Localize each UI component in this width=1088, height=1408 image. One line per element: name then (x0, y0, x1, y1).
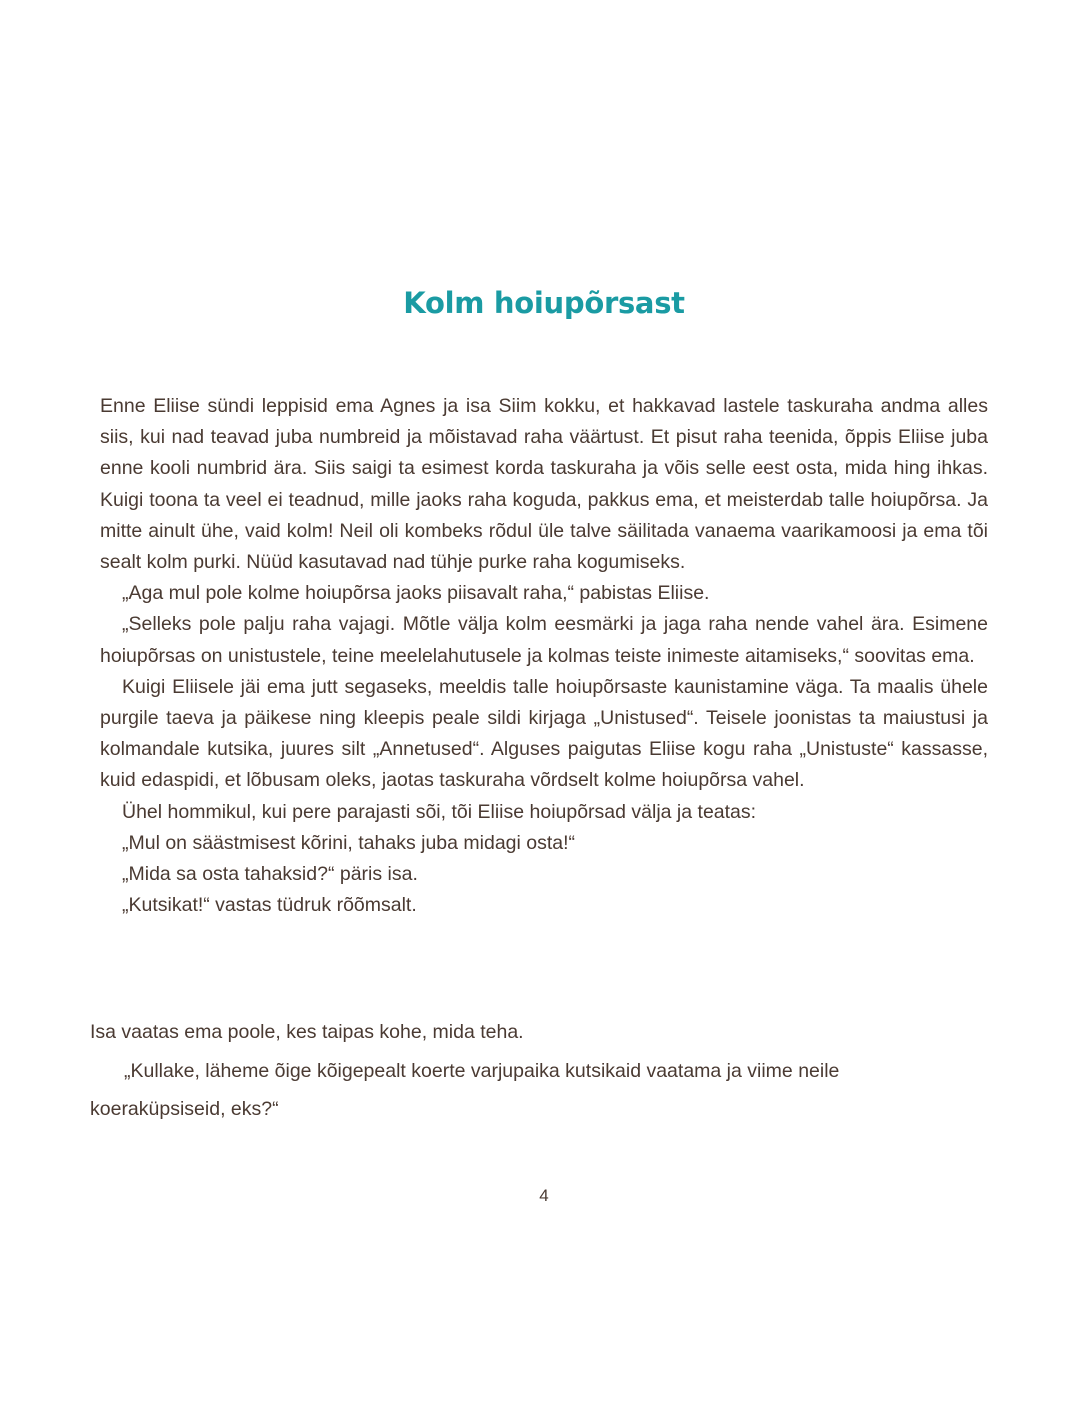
paragraph-dialogue: „Aga mul pole kolme hoiupõrsa jaoks piisavalt raha,“ pabistas Eliise. (122, 582, 710, 605)
paragraph-dialogue: „Selleks pole palju raha vajagi. Mõtle välja kolm eesmärki ja jaga raha nende vahel ära. Esimene hoiupõrsas on unistustele, teine meelelahutusele ja kolmas teiste inimeste aitamiseks,“ soovitas ema. (100, 613, 988, 667)
story-body (100, 391, 988, 921)
chapter-title: Kolm hoiupõrsast (403, 286, 685, 320)
paragraph-dialogue: „Kutsikat!“ vastas tüdruk rõõmsalt. (122, 894, 417, 917)
paragraph-dialogue: „Mul on säästmisest kõrini, tahaks juba midagi osta!“ (122, 831, 576, 854)
paragraph-isa: Isa vaatas ema poole, kes taipas kohe, mida teha. (90, 1021, 524, 1043)
paragraph-dialogue: „Mida sa osta tahaksid?“ päris isa. (122, 863, 418, 886)
page-number: 4 (539, 1186, 549, 1205)
paragraph-narration: Kuigi Eliisele jäi ema jutt segaseks, meeldis talle hoiupõrsaste kaunistamine väga. Ta maalis ühele purgile taeva ja päikese ning kleepis peale sildi kirjaga „Unistused“. Teisele joonistas ta maiustusi ja kolmandale kutsika, juures silt „Annetused“. Alguses paigutas Eliise kogu raha „Unistuste“ kassasse, kuid edaspidi, et lõbusam oleks, jaotas taskuraha võrdselt kolme hoiupõrsa vahel. (100, 675, 988, 792)
paragraph-narration: Ühel hommikul, kui pere parajasti sõi, tõi Eliise hoiupõrsad välja ja teatas: (122, 800, 757, 823)
paragraph-kullake-line-2: koeraküpsiseid, eks?“ (90, 1098, 279, 1120)
paragraph-intro: Enne Eliise sündi leppisid ema Agnes ja isa Siim kokku, et hakkavad lastele taskuraha andma alles siis, kui nad teavad juba numbreid ja mõistavad raha väärtust. Et pisut raha teenida, õppis Eliise juba enne kooli numbrid ära. Siis saigi ta esimest korda taskuraha ja võis selle eest osta, mida hing ihkas. Kuigi toona ta veel ei teadnud, mille jaoks raha koguda, pakkus ema, et meisterdab talle hoiupõrsa. Ja mitte ainult ühe, vaid kolm! Neil oli kombeks rõdul üle talve säilitada vanaema vaarikamoosi ja ema tõi sealt kolm purki. Nüüd kasutavad nad tühje purke raha kogumiseks. (100, 395, 988, 574)
paragraph-kullake-line-1: „Kullake, läheme õige kõigepealt koerte varjupaika kutsikaid vaatama ja viime neile (124, 1060, 840, 1082)
